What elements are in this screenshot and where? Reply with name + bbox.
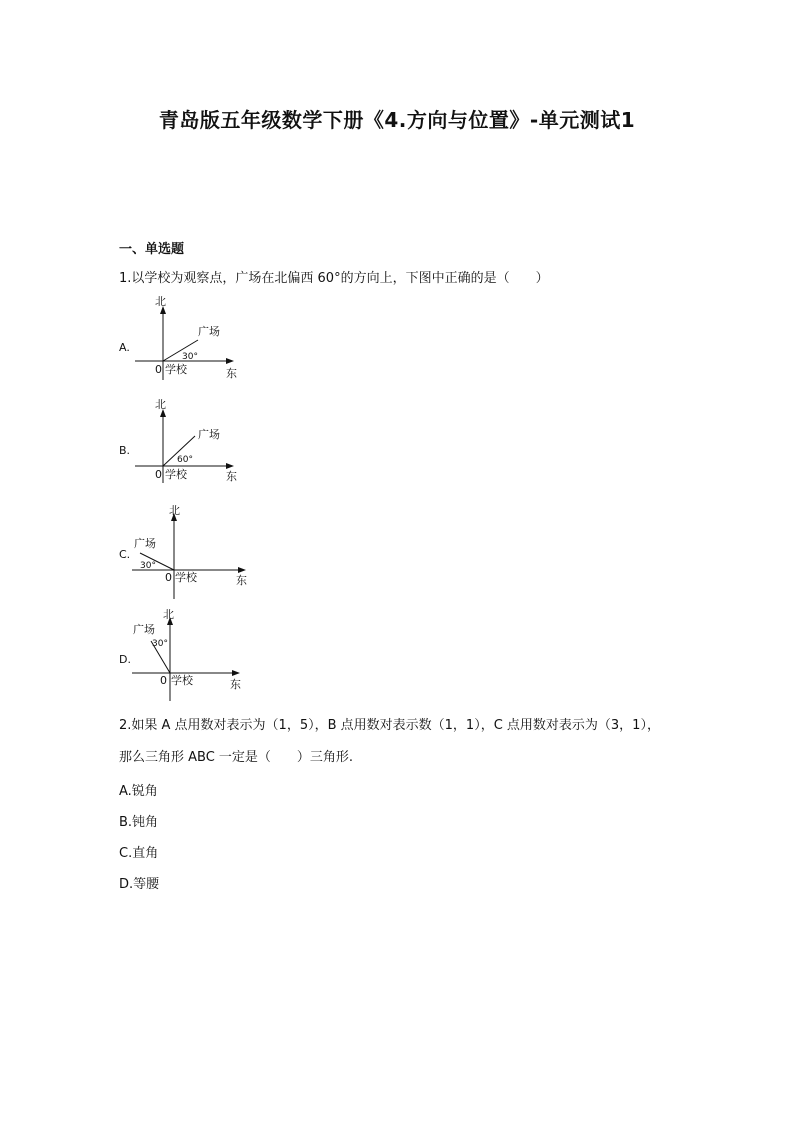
north-label: 北 <box>155 295 166 308</box>
origin-label: 0 <box>155 363 162 376</box>
school-label: 学校 <box>165 363 187 376</box>
option-c-diagram <box>130 502 260 602</box>
angle-label: 60° <box>177 455 193 465</box>
question-1-text: 1.以学校为观察点，广场在北偏西 60°的方向上，下图中正确的是（ ） <box>119 271 549 286</box>
place-label: 广场 <box>198 428 220 441</box>
origin-label: 0 <box>165 571 172 584</box>
east-label: 东 <box>236 574 247 587</box>
place-label: 广场 <box>198 325 220 338</box>
option-b-diagram <box>130 398 250 488</box>
origin-label: 0 <box>160 674 167 687</box>
east-arrow-icon <box>226 463 234 469</box>
east-arrow-icon <box>226 358 234 364</box>
origin-label: 0 <box>155 468 162 481</box>
option-d-label[interactable]: D. <box>119 653 131 666</box>
choice-c[interactable]: C.直角 <box>119 846 159 861</box>
place-label: 广场 <box>134 537 156 550</box>
option-a-diagram <box>130 295 250 385</box>
east-label: 东 <box>226 367 237 380</box>
choice-b[interactable]: B.钝角 <box>119 815 159 830</box>
choice-d[interactable]: D.等腰 <box>119 877 160 892</box>
east-label: 东 <box>230 678 241 691</box>
question-2-line-1: 2.如果 A 点用数对表示为（1，5），B 点用数对表示数（1，1），C 点用数对表示为（3，1）， <box>119 718 660 733</box>
option-b-label[interactable]: B. <box>119 444 131 457</box>
question-2-line-2: 那么三角形 ABC 一定是（ ）三角形. <box>119 750 354 765</box>
north-label: 北 <box>155 398 166 411</box>
page-title: 青岛版五年级数学下册《4.方向与位置》-单元测试1 <box>158 108 636 132</box>
angle-label: 30° <box>152 639 168 649</box>
choice-a[interactable]: A.锐角 <box>119 784 158 799</box>
school-label: 学校 <box>165 468 187 481</box>
option-d-diagram <box>130 606 260 702</box>
school-label: 学校 <box>175 571 197 584</box>
section-heading: 一、单选题 <box>119 242 185 257</box>
option-c-label[interactable]: C. <box>119 548 131 561</box>
place-label: 广场 <box>133 623 155 636</box>
north-label: 北 <box>163 608 174 621</box>
angle-label: 30° <box>140 561 156 571</box>
angle-label: 30° <box>182 352 198 362</box>
north-label: 北 <box>169 504 180 517</box>
east-arrow-icon <box>238 567 246 573</box>
option-a-label[interactable]: A. <box>119 341 130 354</box>
school-label: 学校 <box>171 674 193 687</box>
east-arrow-icon <box>232 670 240 676</box>
east-label: 东 <box>226 470 237 483</box>
